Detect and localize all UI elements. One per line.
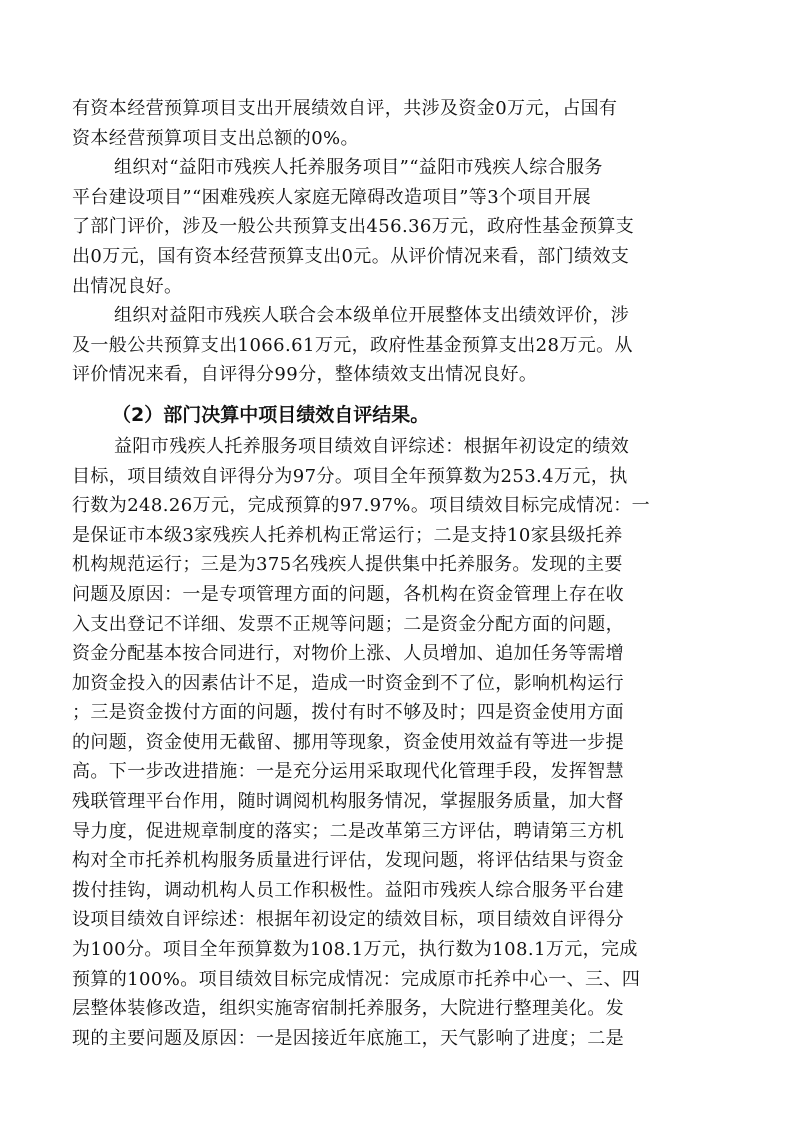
text-line: 层整体装修改造，组织实施寄宿制托养服务，大院进行整理美化。发 [72,998,624,1020]
text-line: 有资本经营预算项目支出开展绩效自评，共涉及资金0万元，占国有 [72,98,618,119]
paragraph-1 [72,94,712,153]
text-line: 平台建设项目”“困难残疾人家庭无障碍改造项目”等3个项目开展 [72,186,592,208]
text-line: 出0万元，国有资本经营预算支出0元。从评价情况来看，部门绩效支 [72,245,630,267]
text-line: 组织对益阳市残疾人联合会本级单位开展整体支出绩效评价，涉 [114,305,630,327]
paragraph-3 [72,301,712,390]
text-line: 资金分配基本按合同进行，对物价上涨、人员增加、追加任务等需增 [72,643,624,665]
text-line: 资本经营预算项目支出总额的0%。 [72,127,359,149]
paragraph-2 [72,153,712,301]
text-line: 的问题，资金使用无截留、挪用等现象，资金使用效益有等进一步提 [72,731,624,753]
text-line: 构对全市托养机构服务质量进行评估，发现问题，将评估结果与资金 [72,850,624,872]
text-line: 行数为248.26万元，完成预算的97.97%。项目绩效目标完成情况：一 [72,495,651,517]
text-line: ；三是资金拨付方面的问题，拨付有时不够及时；四是资金使用方面 [72,702,624,724]
text-line: 及一般公共预算支出1066.61万元，政府性基金预算支出28万元。从 [72,334,633,356]
text-line: 入支出登记不详细、发票不正规等问题；二是资金分配方面的问题， [72,613,624,635]
text-line: 目标，项目绩效自评得分为97分。项目全年预算数为253.4万元，执 [72,465,628,487]
text-line: 残联管理平台作用，随时调阅机构服务情况，掌握服务质量，加大督 [72,791,624,813]
text-line: 出情况良好。 [72,275,183,297]
section-heading: （2）部门决算中项目绩效自评结果。 [112,403,430,426]
text-line: 为100分。项目全年预算数为108.1万元，执行数为108.1万元，完成 [72,939,638,961]
text-line: 评价情况来看，自评得分99分，整体绩效支出情况良好。 [72,364,538,386]
text-line: 现的主要问题及原因：一是因接近年底施工，天气影响了进度；二是 [72,1027,624,1049]
text-line: 组织对“益阳市残疾人托养服务项目”“益阳市残疾人综合服务 [114,157,603,179]
text-line: 加资金投入的因素估计不足，造成一时资金到不了位，影响机构运行 [72,672,624,694]
text-line: 预算的100%。项目绩效目标完成情况：完成原市托养中心一、三、四 [72,968,641,990]
text-line: 高。下一步改进措施：一是充分运用采取现代化管理手段，发挥智慧 [72,761,624,783]
text-line: 拨付挂钩，调动机构人员工作积极性。益阳市残疾人综合服务平台建 [72,879,624,901]
document-page [72,94,712,1053]
text-line: 了部门评价，涉及一般公共预算支出456.36万元，政府性基金预算支 [72,216,635,238]
text-line: 机构规范运行；三是为375名残疾人提供集中托养服务。发现的主要 [72,554,623,576]
text-line: 是保证市本级3家残疾人托养机构正常运行；二是支持10家县级托养 [72,524,623,546]
text-line: 益阳市残疾人托养服务项目绩效自评综述：根据年初设定的绩效 [114,435,630,457]
text-line: 设项目绩效自评综述：根据年初设定的绩效目标，项目绩效自评得分 [72,909,624,931]
text-line: 导力度，促进规章制度的落实；二是改革第三方评估，聘请第三方机 [72,820,624,842]
paragraph-4 [72,432,712,1053]
text-line: 问题及原因：一是专项管理方面的问题，各机构在资金管理上存在收 [72,583,624,605]
